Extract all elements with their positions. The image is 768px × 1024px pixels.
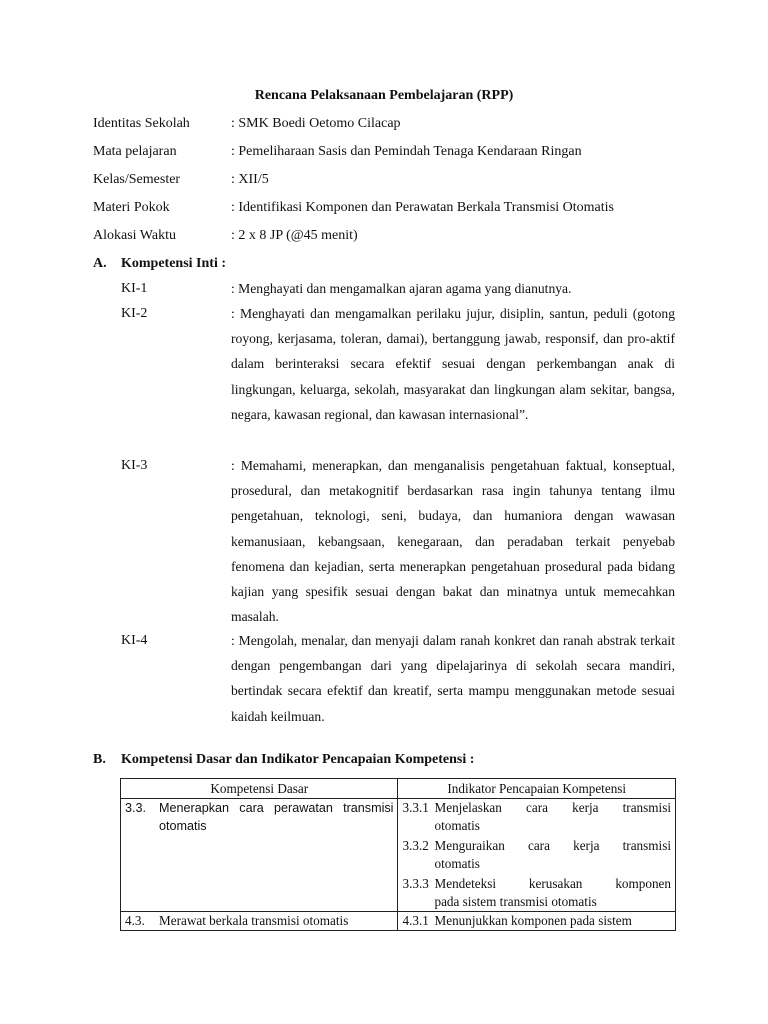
document-title: Rencana Pelaksanaan Pembelajaran (RPP) bbox=[254, 88, 514, 103]
kd-number: 3.3. bbox=[125, 801, 147, 815]
ipk-number: 3.3.3 bbox=[402, 876, 429, 891]
kd-cell bbox=[121, 912, 398, 931]
section-title: Kompetensi Inti : bbox=[121, 256, 226, 271]
table-row bbox=[121, 912, 676, 931]
ipk-number: 3.3.1 bbox=[402, 800, 429, 815]
ipk-number: 3.3.2 bbox=[402, 838, 429, 853]
ki-label: KI-4 bbox=[121, 633, 148, 648]
section-title: Kompetensi Dasar dan Indikator Pencapaian Kompetensi : bbox=[121, 752, 475, 767]
table-header-row bbox=[121, 779, 676, 799]
identity-label: Mata pelajaran bbox=[93, 144, 177, 159]
identity-label: Identitas Sekolah bbox=[93, 116, 190, 131]
ipk-number: 4.3.1 bbox=[402, 913, 429, 928]
ki-text: : Memahami, menerapkan, dan menganalisis pengetahuan faktual, konseptual, prosedural, dan metakognitif berdasarkan rasa ingin tahunya tentang ilmu pengetahuan, teknologi, seni, budaya, dan humaniora dengan wawasan kemanusiaan, kebangsaan, kenegaraan, dan peradaban terkait penyebab fenomena dan kejadian, serta menerapkan pengetahuan prosedural pada bidang kajian yang spesifik sesuai dengan bakat dan minatnya untuk memecahkan masalah. bbox=[231, 458, 675, 625]
identity-label: Kelas/Semester bbox=[93, 172, 181, 187]
section-a-heading bbox=[93, 254, 226, 274]
kd-cell bbox=[121, 799, 398, 912]
ki-label: KI-2 bbox=[121, 306, 148, 321]
ipk-item bbox=[402, 799, 671, 835]
ipk-cell bbox=[398, 912, 676, 931]
ipk-text-continued: pada sistem transmisi otomatis bbox=[434, 894, 597, 909]
section-letter: B. bbox=[93, 752, 106, 767]
identity-value: : SMK Boedi Oetomo Cilacap bbox=[231, 116, 401, 131]
ki-text: : Menghayati dan mengamalkan ajaran agama yang dianutnya. bbox=[231, 281, 572, 296]
ipk-text: Menjelaskan cara kerja transmisi bbox=[434, 800, 671, 815]
ki-label: KI-3 bbox=[121, 458, 148, 473]
ipk-item bbox=[402, 875, 671, 911]
identity-value: : Pemeliharaan Sasis dan Pemindah Tenaga Kendaraan Ringan bbox=[231, 144, 582, 159]
identity-value: : Identifikasi Komponen dan Perawatan Berkala Transmisi Otomatis bbox=[231, 200, 614, 215]
ipk-text: Menunjukkan komponen pada sistem bbox=[434, 913, 632, 928]
ipk-text: Menguraikan cara kerja transmisi bbox=[434, 838, 671, 853]
identity-value: : 2 x 8 JP (@45 menit) bbox=[231, 228, 358, 243]
identity-label: Materi Pokok bbox=[93, 200, 170, 215]
kd-number: 4.3. bbox=[125, 913, 145, 928]
ki-text: : Menghayati dan mengamalkan perilaku jujur, disiplin, santun, peduli (gotong royong, kerjasama, toleran, damai), bertanggung jawab, responsif, dan pro-aktif dalam berinteraksi secara efektif sesuai dengan perkembangan anak di lingkungan, keluarga, sekolah, masyarakat dan lingkungan alam sekitar, bangsa, negara, kawasan regional, dan kawasan internasional”. bbox=[231, 306, 675, 422]
ipk-cell bbox=[398, 799, 676, 912]
kd-text: Merawat berkala transmisi otomatis bbox=[159, 913, 349, 928]
ipk-item bbox=[402, 912, 671, 930]
ipk-text: Mendeteksi kerusakan komponen bbox=[434, 876, 671, 891]
ipk-text-continued: otomatis bbox=[434, 856, 480, 871]
section-b-heading bbox=[93, 750, 474, 770]
table-header-ipk: Indikator Pencapaian Kompetensi bbox=[398, 779, 676, 799]
table-row bbox=[121, 799, 676, 912]
ki-text: : Mengolah, menalar, dan menyaji dalam ranah konkret dan ranah abstrak terkait dengan pengembangan dari yang dipelajarinya di sekolah secara mandiri, bertindak secara efektif dan kreatif, serta mampu menggunakan metode sesuai kaidah keilmuan. bbox=[231, 633, 675, 724]
ipk-item bbox=[402, 837, 671, 873]
identity-label: Alokasi Waktu bbox=[93, 228, 176, 243]
kd-text: Menerapkan cara perawatan transmisi otomatis bbox=[159, 801, 394, 833]
section-letter: A. bbox=[93, 256, 107, 271]
competency-table bbox=[120, 778, 676, 931]
ki-label: KI-1 bbox=[121, 281, 148, 296]
identity-value: : XII/5 bbox=[231, 172, 269, 187]
table-header-kd: Kompetensi Dasar bbox=[121, 779, 398, 799]
ipk-text-continued: otomatis bbox=[434, 818, 480, 833]
